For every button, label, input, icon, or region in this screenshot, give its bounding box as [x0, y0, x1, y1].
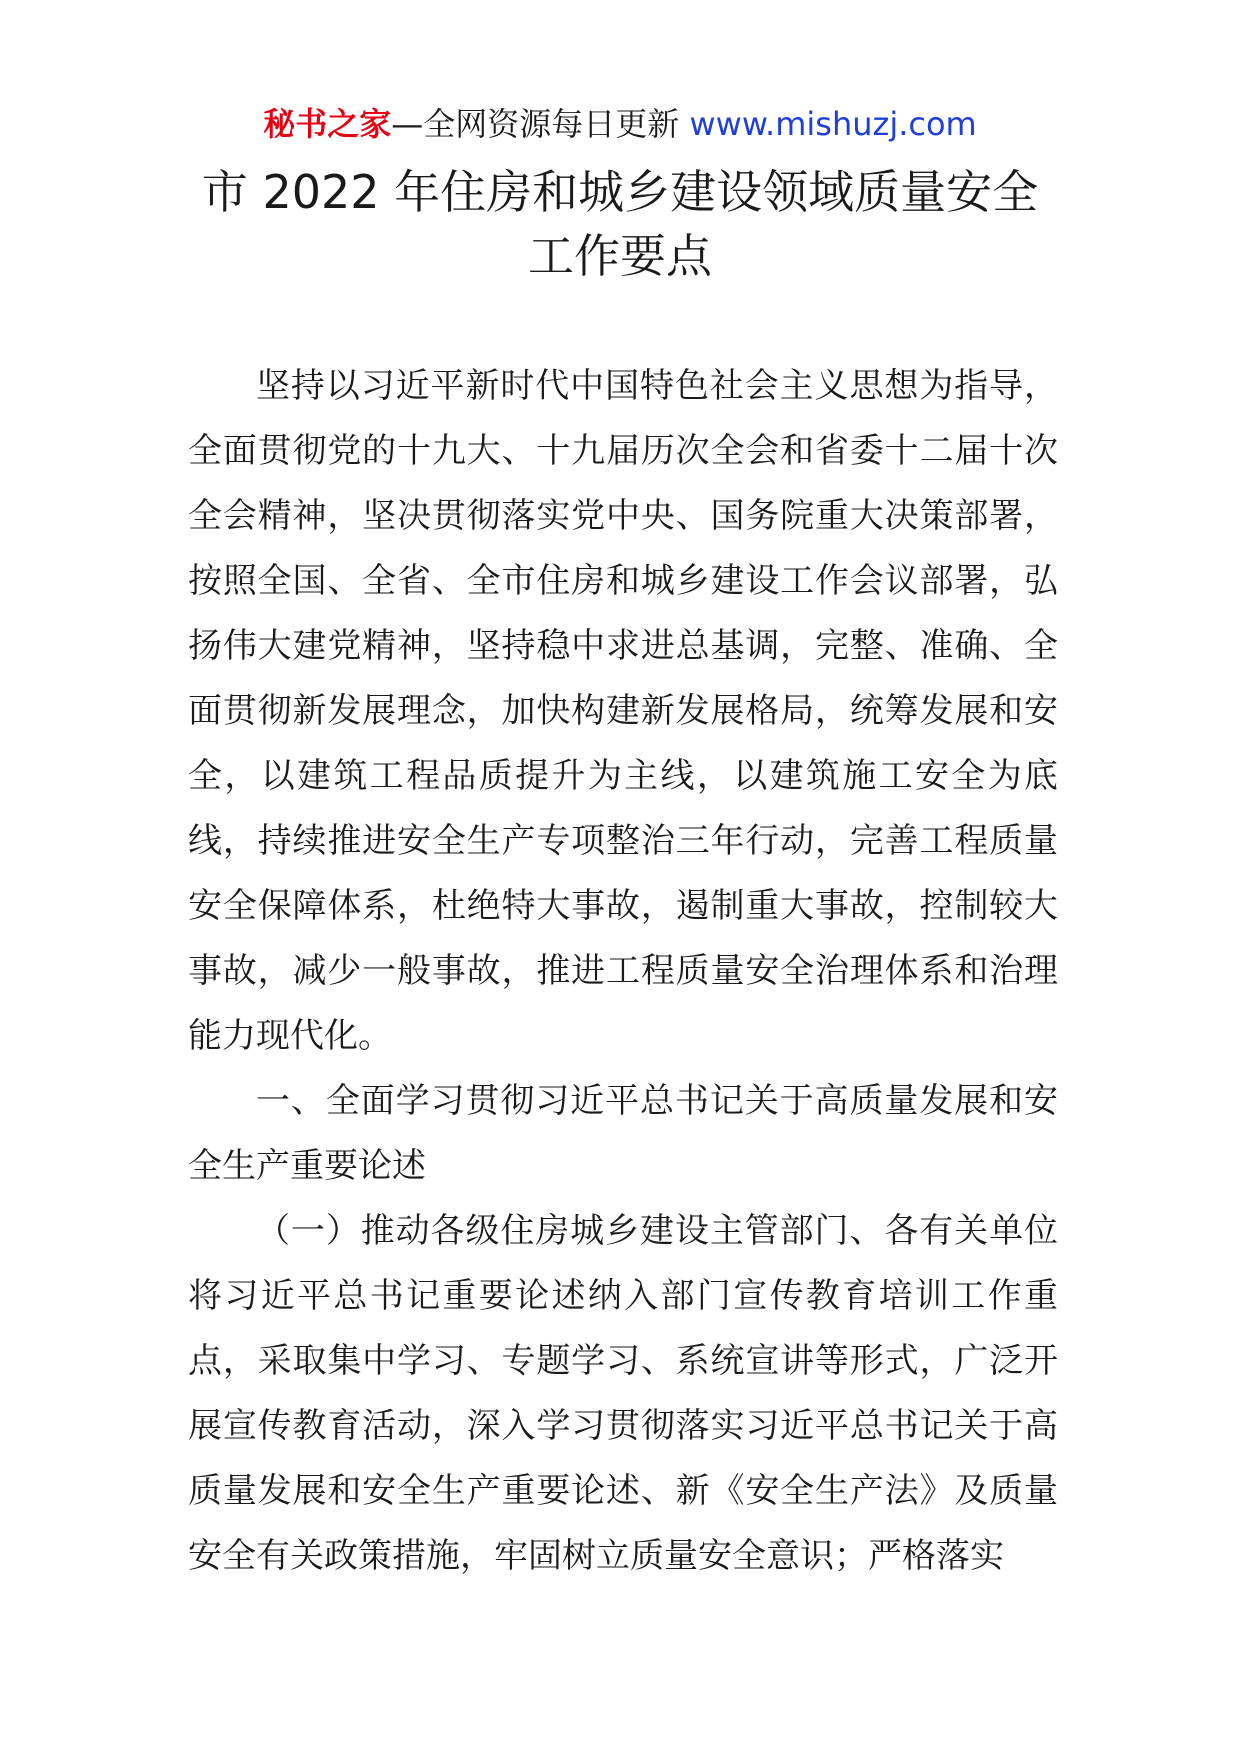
- section-heading-1: 一、全面学习贯彻习近平总书记关于高质量发展和安全生产重要论述: [188, 1081, 1058, 1186]
- title-line-1: 市 2022 年住房和城乡建设领域质量安全: [201, 165, 1039, 219]
- document-title: [0, 160, 1240, 288]
- title-line-2: 工作要点: [528, 229, 712, 283]
- site-url-link[interactable]: www.mishuzj.com: [689, 105, 977, 143]
- brand-name: 秘书之家: [263, 105, 392, 143]
- site-header: [0, 100, 1240, 148]
- document-body: [188, 354, 1058, 1589]
- header-slogan: —全网资源每日更新: [391, 105, 680, 143]
- subsection-paragraph-1: （一）推动各级住房城乡建设主管部门、各有关单位将习近平总书记重要论述纳入部门宣传教育培训工作重点，采取集中学习、专题学习、系统宣讲等形式，广泛开展宣传教育活动，深入学习贯彻落实习近平总书记关于高质量发展和安全生产重要论述、新《安全生产法》及质量安全有关政策措施，牢固树立质量安全意识；严格落实: [188, 1211, 1058, 1576]
- intro-paragraph: 坚持以习近平新时代中国特色社会主义思想为指导，全面贯彻党的十九大、十九届历次全会和省委十二届十次全会精神，坚决贯彻落实党中央、国务院重大决策部署，按照全国、全省、全市住房和城乡建设工作会议部署，弘扬伟大建党精神，坚持稳中求进总基调，完整、准确、全面贯彻新发展理念，加快构建新发展格局，统筹发展和安全，以建筑工程品质提升为主线，以建筑施工安全为底线，持续推进安全生产专项整治三年行动，完善工程质量安全保障体系，杜绝特大事故，遏制重大事故，控制较大事故，减少一般事故，推进工程质量安全治理体系和治理能力现代化。: [188, 366, 1058, 1056]
